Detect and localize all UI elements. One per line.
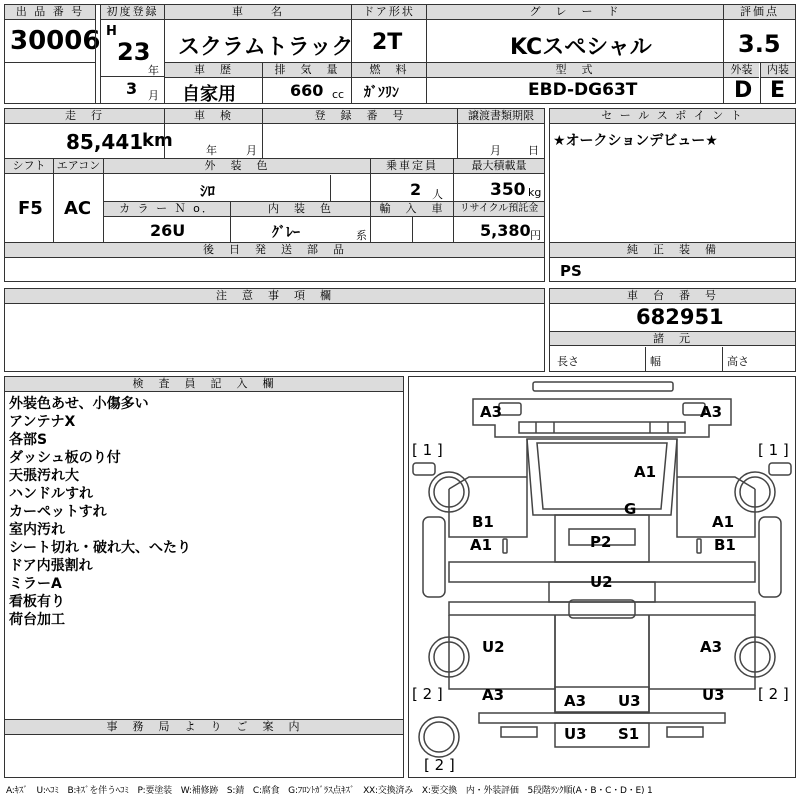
score: 3.5: [738, 30, 781, 58]
car-name: スクラムトラック: [178, 35, 354, 60]
door-header: ドア形状: [352, 5, 426, 20]
damage-mark: U3: [702, 686, 725, 704]
transfer-day: 日: [528, 144, 539, 157]
damage-mark: U3: [564, 725, 587, 743]
damage-mark: A1: [634, 463, 657, 481]
mileage-unit: km: [142, 130, 173, 151]
int-color: ｸﾞﾚｰ: [272, 225, 300, 241]
exterior-score: D: [734, 78, 753, 103]
load-unit: kg: [528, 186, 542, 199]
int-color-header: 内 装 色: [231, 202, 370, 217]
capacity-header: 乗車定員: [371, 159, 453, 174]
remarks-list: [9, 395, 191, 629]
remark-item: 荷台加工: [9, 612, 65, 628]
equipment: PS: [560, 262, 582, 280]
equipment-header: 純 正 装 備: [550, 243, 795, 258]
damage-mark: B1: [714, 536, 736, 554]
year: 23: [117, 38, 151, 66]
capacity-unit: 人: [432, 188, 443, 201]
chassis-header: 車 台 番 号: [550, 289, 795, 304]
door: 2T: [372, 30, 403, 55]
sales-point: ★オークションデビュー★: [553, 133, 718, 149]
load: 350: [490, 180, 526, 200]
displacement-unit: cc: [332, 88, 345, 101]
history: 自家用: [182, 84, 236, 105]
height-label: 高さ: [727, 355, 749, 368]
damage-mark: S1: [618, 725, 640, 743]
fuel: ｶﾞｿﾘﾝ: [364, 85, 399, 101]
damage-mark: U2: [590, 573, 613, 591]
car-name-header: 車 名: [165, 5, 351, 20]
tire-mark: [ 1 ]: [412, 441, 443, 459]
year-unit: 年: [148, 64, 159, 77]
tire-mark: [ 2 ]: [412, 685, 443, 703]
remark-item: 看板有り: [9, 594, 65, 610]
chassis-no: 682951: [636, 305, 724, 329]
tire-mark: [ 2 ]: [424, 756, 455, 774]
tire-mark: [ 2 ]: [758, 685, 789, 703]
import-header: 輸 入 車: [371, 202, 453, 217]
exterior-header: 外装: [724, 63, 759, 78]
remark-item: ミラーA: [9, 576, 62, 592]
damage-mark: P2: [590, 533, 612, 551]
damage-mark: A3: [482, 686, 505, 704]
legend: A:ｷｽﾞ U:ﾍｺﾐ B:ｷｽﾞを伴うﾍｺﾐ P:要塗装 W:補修跡 S:錆 C:腐食 G:ﾌﾛﾝﾄｶﾞﾗｽ点ｷｽﾞ XX:交換済み X:要交換 内・外装評価 5段階ﾗﾝｸ順(A・B・C・D・E) 1: [6, 786, 653, 796]
transfer-header: 譲渡書類期限: [458, 109, 544, 124]
lot-no-header: 出 品 番 号: [5, 5, 95, 20]
damage-mark: G: [624, 500, 637, 518]
shift-header: シフト: [5, 159, 53, 174]
inspection-year: 年: [206, 144, 217, 157]
damage-mark: A3: [700, 403, 723, 421]
month-unit: 月: [148, 89, 159, 102]
inspector-header: 検 査 員 記 入 欄: [5, 377, 403, 392]
remark-item: アンテナX: [9, 414, 76, 430]
recycle-unit: 円: [530, 229, 541, 242]
tire-mark: [ 1 ]: [758, 441, 789, 459]
remark-item: 各部S: [9, 432, 48, 448]
first-reg-header: 初度登録: [101, 5, 164, 20]
reg-no-header: 登 録 番 号: [263, 109, 457, 124]
history-header: 車 歴: [165, 63, 262, 78]
office-header: 事 務 局 よ り ご 案 内: [5, 720, 403, 735]
width-label: 幅: [650, 355, 661, 368]
remark-item: ダッシュ板のり付: [9, 450, 121, 466]
recycle-header: リサイクル預託金: [454, 202, 544, 217]
inspection-month: 月: [246, 144, 257, 157]
model: EBD-DG63T: [528, 80, 638, 100]
remark-item: シート切れ・破れ大、へたり: [9, 540, 191, 556]
remark-item: ハンドルすれ: [9, 486, 93, 502]
displacement: 660: [290, 81, 324, 100]
sales-header: セ ー ル ス ポ イ ン ト: [550, 109, 795, 124]
damage-mark: U2: [482, 638, 505, 656]
remark-item: カーペットすれ: [9, 504, 107, 520]
damage-mark: U3: [618, 692, 641, 710]
grade-header: グ レ ー ド: [427, 5, 723, 20]
damage-mark: A3: [700, 638, 723, 656]
recycle: 5,380: [480, 221, 531, 240]
damage-mark: A3: [480, 403, 503, 421]
inspection-header: 車 検: [165, 109, 262, 124]
length-label: 長さ: [557, 355, 579, 368]
month: 3: [126, 79, 138, 98]
model-header: 型 式: [427, 63, 723, 78]
capacity: 2: [410, 180, 422, 199]
ac: AC: [64, 198, 92, 219]
grade: KCスペシャル: [510, 35, 652, 60]
color: ｼﾛ: [200, 182, 216, 200]
color-header: 外 装 色: [104, 159, 370, 174]
spec-header: 諸 元: [550, 331, 795, 346]
color-no-header: カ ラ ー Ｎ o．: [104, 202, 230, 217]
interior-header: 内装: [761, 63, 795, 78]
lot-no: 30006: [10, 26, 101, 56]
displacement-header: 排 気 量: [263, 63, 351, 78]
remark-item: 室内汚れ: [9, 522, 65, 538]
era: H: [106, 24, 117, 39]
damage-mark: B1: [472, 513, 494, 531]
remark-item: ドア内張割れ: [9, 558, 93, 574]
remark-item: 天張汚れ大: [9, 468, 79, 484]
damage-mark: A1: [712, 513, 735, 531]
notes-header: 注 意 事 項 欄: [5, 289, 544, 304]
score-header: 評価点: [724, 5, 795, 20]
remark-item: 外装色あせ、小傷多い: [9, 396, 149, 412]
int-color-unit: 系: [356, 229, 367, 242]
interior-score: E: [770, 78, 786, 103]
shift: F5: [18, 198, 43, 219]
later-parts-header: 後 日 発 送 部 品: [5, 243, 544, 258]
fuel-header: 燃 料: [352, 63, 426, 78]
transfer-month: 月: [490, 144, 501, 157]
color-no: 26U: [150, 221, 186, 240]
mileage: 85,441: [66, 130, 144, 154]
ac-header: エアコン: [54, 159, 103, 174]
damage-mark: A1: [470, 536, 493, 554]
mileage-header: 走 行: [5, 109, 164, 124]
load-header: 最大積載量: [454, 159, 544, 174]
damage-mark: A3: [564, 692, 587, 710]
